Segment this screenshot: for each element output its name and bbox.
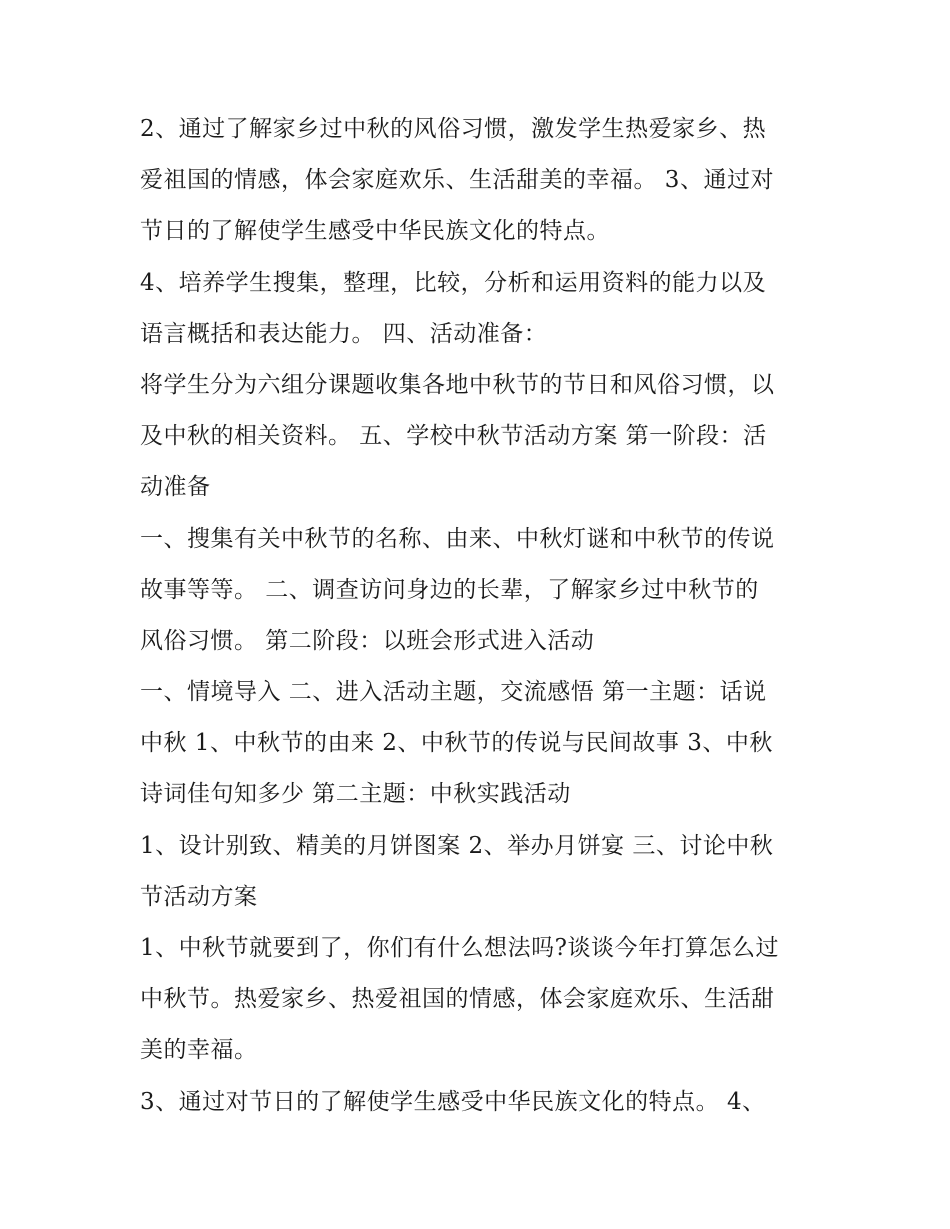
text-line: 中秋节。热爱家乡、热爱祖国的情感，体会家庭欢乐、生活甜 (140, 986, 775, 1013)
text-line: 语言概括和表达能力。 四、活动准备： (140, 320, 548, 347)
text-line: 一、情境导入 二、进入活动主题，交流感悟 第一主题：话说 (140, 679, 767, 706)
text-line: 诗词佳句知多少 第二主题：中秋实践活动 (140, 781, 571, 808)
text-line: 4、培养学生搜集，整理，比较，分析和运用资料的能力以及 (140, 269, 767, 296)
text-line: 3、通过对节日的了解使学生感受中华民族文化的特点。 4、 (140, 1088, 766, 1115)
text-line: 美的幸福。 (140, 1037, 258, 1064)
document-body (140, 104, 830, 1128)
text-line: 节日的了解使学生感受中华民族文化的特点。 (140, 218, 610, 245)
text-line: 2、通过了解家乡过中秋的风俗习惯，激发学生热爱家乡、热 (140, 116, 767, 142)
text-line: 节活动方案 (140, 883, 258, 910)
text-line: 故事等等。 二、调查访问身边的长辈，了解家乡过中秋节的 (140, 576, 759, 603)
text-line: 动准备 (140, 474, 211, 501)
text-line: 爱祖国的情感，体会家庭欢乐、生活甜美的幸福。 3、通过对 (140, 167, 774, 194)
text-line: 风俗习惯。 第二阶段：以班会形式进入活动 (140, 627, 595, 654)
text-line: 及中秋的相关资料。 五、学校中秋节活动方案 第一阶段：活 (140, 423, 767, 450)
text-line: 中秋 1、中秋节的由来 2、中秋节的传说与民间故事 3、中秋 (140, 730, 773, 757)
text-line: 1、中秋节就要到了，你们有什么想法吗?谈谈今年打算怎么过 (140, 935, 779, 961)
text-line: 将学生分为六组分课题收集各地中秋节的节日和风俗习惯，以 (140, 371, 775, 398)
text-line: 1、设计别致、精美的月饼图案 2、举办月饼宴 三、讨论中秋 (140, 832, 774, 859)
text-line: 一、搜集有关中秋节的名称、由来、中秋灯谜和中秋节的传说 (140, 525, 775, 552)
